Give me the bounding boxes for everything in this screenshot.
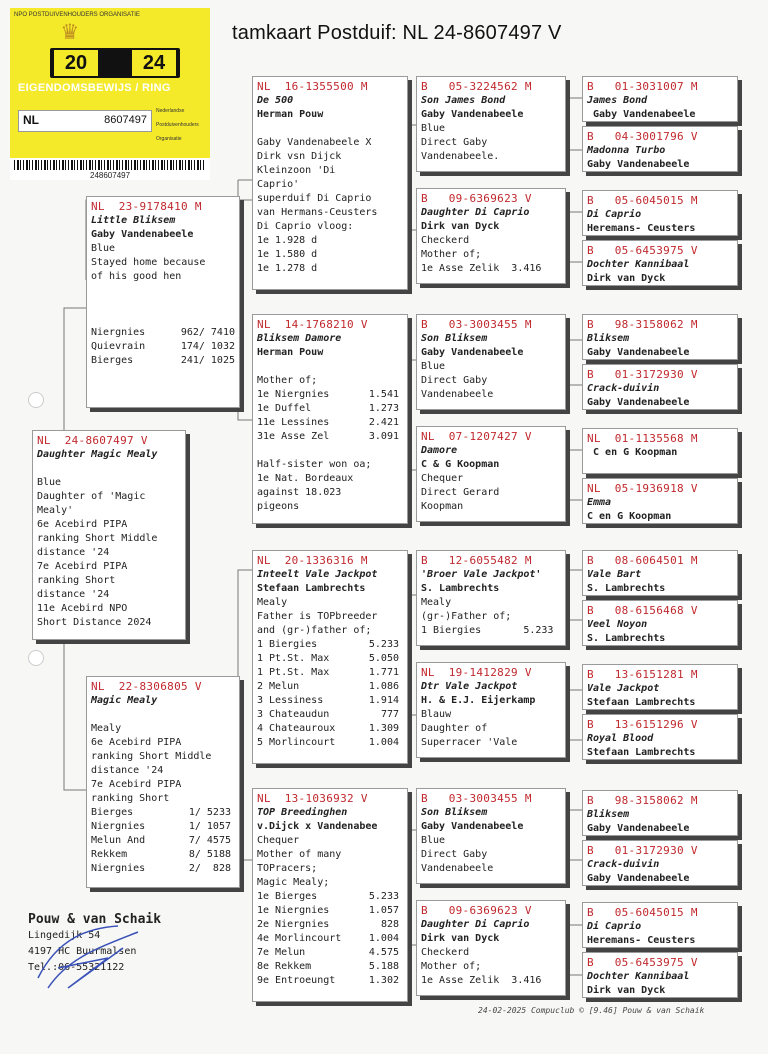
spacer [91,298,235,312]
ring-id: B 03-3003455 M [421,792,532,805]
breeder-name: Heremans- Ceusters [587,223,696,234]
ring-id: B 01-3031007 M [587,80,698,93]
result-row [257,722,399,736]
result-row [257,402,399,416]
race: 4e Morlincourt [257,933,342,944]
result-row [257,708,399,722]
placing: 4.575 [368,947,399,958]
race: 3 Lessiness [257,695,324,706]
great-great-grandparent-card[interactable] [582,600,738,646]
barcode-number: 248607497 [90,171,131,180]
placing: 962/ 7410 [180,327,235,338]
info-line: (gr-)Father of; [421,611,512,622]
ring-id: NL 20-1336316 M [257,554,368,567]
pigeon-name: Madonna Turbo [587,145,666,156]
result-row [257,890,399,904]
info-line [257,360,403,374]
info-line: Mealy [91,723,122,734]
pigeon-name: TOP Breedinghen [257,807,348,818]
breeder-name: C & G Koopman [421,459,500,470]
subject-card[interactable] [32,430,186,640]
breeder-name: Gaby Vandenabeele [587,397,690,408]
ring-id: NL 23-9178410 M [91,200,202,213]
pigeon-name: Dtr Vale Jackpot [421,681,518,692]
info-line: 1 Biergies 5.233 [421,625,554,636]
info-line: of his good hen [91,271,182,282]
breeder-name: Heremans- Ceusters [587,935,696,946]
father-card[interactable] [86,196,240,408]
info-line: Mother of; [257,375,318,386]
breeder-name: Dirk van Dyck [587,985,666,996]
info-line: Blue [37,477,62,488]
race: 2 Melun [257,681,300,692]
info-line: Gaby Vandenabeele X [257,137,372,148]
great-great-grandparent-card[interactable] [582,952,738,998]
race: Bierges [91,807,134,818]
info-line: ranking Short Middle [37,533,158,544]
placing: 1.086 [368,681,399,692]
pigeon-name: Crack-duivin [587,859,660,870]
grandparent-card[interactable] [252,314,408,524]
race: Niergnies [91,863,146,874]
placing: 5.233 [368,891,399,902]
ring-id: B 05-6453975 V [587,244,698,257]
ring-id: NL 19-1412829 V [421,666,532,679]
owner-phone: Tel.:06-55321122 [28,962,125,973]
placing: 5.188 [368,961,399,972]
info-line: Checkerd [421,947,470,958]
page-title: tamkaart Postduif: NL 24-8607497 V [232,22,562,44]
placing: 241/ 1025 [180,355,235,366]
ring-id: B 01-3172930 V [587,844,698,857]
info-line: Kleinzoon 'Di [257,165,336,176]
race: 4 Chateauroux [257,723,336,734]
placing: 2/ 828 [188,863,231,874]
info-line: van Hermans-Ceusters [257,207,378,218]
result-row [257,960,399,974]
pigeon-name: De 500 [257,95,294,106]
ring-id: NL 16-1355500 M [257,80,368,93]
race: 1 Biergies [257,639,318,650]
info-line: superduif Di Caprio [257,193,372,204]
race: Niergnies [91,327,146,338]
results-table [257,638,399,750]
result-row [257,736,399,750]
info-line: Mother of; [421,249,482,260]
race: 8e Rekkem [257,961,312,972]
info-line: Dirk vsn Dijck [257,151,342,162]
breeder-name: v.Dijck x Vandenabee [257,821,378,832]
great-great-grandparent-card[interactable] [582,478,738,524]
footer-text: 24-02-2025 Compuclub © [9.46] Pouw & van Schaik [478,1006,705,1015]
result-row [257,694,399,708]
info-line: Blue [91,243,116,254]
info-line: Checkerd [421,235,470,246]
ring-id: B 05-6045015 M [587,906,698,919]
info-line: 1e Asse Zelik 3.416 [421,975,542,986]
race: 31e Asse Zel [257,431,330,442]
placing: 1/ 1057 [188,821,231,832]
results-table [91,806,231,876]
breeder-name: S. Lambrechts [421,583,500,594]
info-line: TOPracers; [257,863,318,874]
info-line: Direct Gaby [421,849,488,860]
pigeon-name: Son Bliksem [421,333,488,344]
ring-id: B 03-3003455 M [421,318,532,331]
ring-id: NL 14-1768210 V [257,318,368,331]
pigeon-name: 'Broer Vale Jackpot' [421,569,542,580]
race: Rekkem [91,849,128,860]
ring-id: B 98-3158062 M [587,318,698,331]
placing: 1.273 [368,403,399,414]
placing: 1.004 [368,737,399,748]
info-line: Chequer [257,835,300,846]
breeder-name: S. Lambrechts [587,633,666,644]
result-line: 1e 1.580 d [257,249,318,260]
info-line: against 18.023 [257,487,342,498]
breeder-name: Stefaan Lambrechts [257,583,366,594]
ring-id: B 08-6156468 V [587,604,698,617]
race: Melun And [91,835,146,846]
breeder-name: Gaby Vandenabeele [421,347,524,358]
placing: 1.771 [368,667,399,678]
pigeon-name: Vale Bart [587,569,642,580]
placing: 5.050 [368,653,399,664]
pigeon-name: James Bond [587,95,648,106]
ring-id: B 13-6151281 M [587,668,698,681]
breeder-name: H. & E.J. Eijerkamp [421,695,536,706]
result-row [257,946,399,960]
race: Niergnies [91,821,146,832]
info-line: Caprio' [257,179,300,190]
grandparent-card[interactable] [252,76,408,290]
placing: 1.302 [368,975,399,986]
spacer [91,284,235,298]
info-line: Koopman [421,501,464,512]
placing: 7/ 4575 [188,835,231,846]
pigeon-name: Daughter Di Caprio [421,919,530,930]
breeder-name: Dirk van Dyck [421,221,500,232]
placing: 1/ 5233 [188,807,231,818]
ring-id: B 09-6369623 V [421,904,532,917]
result-row [91,848,231,862]
race: 9e Entroeungt [257,975,336,986]
info-line: Blue [421,835,446,846]
info-line: Magic Mealy; [257,877,330,888]
info-line: 6e Acebird PIPA [91,737,182,748]
info-line: Mother of many [257,849,342,860]
breeder-name: Gaby Vandenabeele [587,159,690,170]
signature-icon [28,918,148,998]
pigeon-name: Dochter Kannibaal [587,259,690,270]
ownership-label: EIGENDOMSBEWIJS / RING [18,82,171,94]
pigeon-name: Bliksem [587,809,630,820]
race: Quievrain [91,341,146,352]
mother-card[interactable] [86,676,240,888]
placing: 8/ 5188 [188,849,231,860]
great-great-grandparent-card[interactable] [582,550,738,596]
great-great-grandparent-card[interactable] [582,714,738,760]
breeder-name: Stefaan Lambrechts [587,747,696,758]
info-line: Stayed home because [91,257,206,268]
breeder-name: Gaby Vandenabeele [421,109,524,120]
result-row [257,638,399,652]
ring-card-header: NPO POSTDUIVENHOUDERS ORGANISATIE [14,12,140,18]
pigeon-name: Son James Bond [421,95,506,106]
ring-id: NL 05-1936918 V [587,482,698,495]
info-line [37,462,181,476]
great-grandparent-card[interactable] [416,426,566,522]
race: 2e Niergnies [257,919,330,930]
breeder-name: C en G Koopman [587,511,672,522]
race: 1e Niergnies [257,389,330,400]
pigeon-name: Inteelt Vale Jackpot [257,569,378,580]
breeder-name: Stefaan Lambrechts [587,697,696,708]
info-line: Vandenabeele [421,863,494,874]
race: 11e Lessines [257,417,330,428]
ring-id: B 01-3172930 V [587,368,698,381]
info-line: Blue [421,361,446,372]
placing: 2.421 [368,417,399,428]
placing: 1.541 [368,389,399,400]
npo-line: Postduivenhouders [156,122,199,128]
breeder-name: Dirk van Dyck [587,273,666,284]
grandparent-card[interactable] [252,788,408,1002]
ring-number: 8607497 [104,114,147,126]
pigeon-name: Di Caprio [587,921,642,932]
info-line: Direct Gaby [421,137,488,148]
npo-line: Organisatie [156,136,182,142]
placing: 1.057 [368,905,399,916]
great-grandparent-card[interactable] [416,188,566,284]
great-grandparent-card[interactable] [416,662,566,758]
great-grandparent-card[interactable] [416,76,566,172]
breeder-name: Gaby Vandenabeele [587,873,690,884]
breeder-name: Gaby Vandenabeele [587,823,690,834]
great-great-grandparent-card[interactable] [582,790,738,836]
ring-id: NL 24-8607497 V [37,434,148,447]
info-line: Blauw [421,709,452,720]
info-line [257,122,403,136]
info-line: and (gr-)father of; [257,625,372,636]
info-line: Direct Gaby [421,375,488,386]
info-line: Vandenabeele [421,389,494,400]
spacer [91,708,235,722]
race: 1e Duffel [257,403,312,414]
info-line: Chequer [421,473,464,484]
result-row [91,354,235,368]
result-row [257,680,399,694]
placing: 1.914 [368,695,399,706]
owner-name: Pouw & van Schaik [28,912,162,927]
year-right: 24 [132,50,176,76]
great-great-grandparent-card[interactable] [582,314,738,360]
great-great-grandparent-card[interactable] [582,76,738,122]
placing: 5.233 [368,639,399,650]
race: 3 Chateaudun [257,709,330,720]
pigeon-name: Crack-duivin [587,383,660,394]
result-row [257,904,399,918]
info-line: Di Caprio vloog: [257,221,354,232]
race: 1 Pt.St. Max [257,667,330,678]
result-row [257,388,399,402]
breeder-name: C en G Koopman [587,447,678,458]
great-great-grandparent-card[interactable] [582,240,738,286]
result-line: 1e 1.278 d [257,263,318,274]
breeder-name: Herman Pouw [257,347,324,358]
result-row [91,820,231,834]
info-line: ranking Short [91,793,170,804]
pigeon-name: Magic Mealy [91,695,158,706]
result-row [91,862,231,876]
ring-id: NL 07-1207427 V [421,430,532,443]
great-grandparent-card[interactable] [416,314,566,410]
year-left: 20 [54,50,98,76]
race: Bierges [91,355,134,366]
ring-id: B 09-6369623 V [421,192,532,205]
result-row [257,652,399,666]
race: 7e Melun [257,947,306,958]
pigeon-name: Daughter Magic Mealy [37,449,158,460]
great-grandparent-card[interactable] [416,550,566,646]
ring-id: NL 01-1135568 M [587,432,698,445]
great-great-grandparent-card[interactable] [582,664,738,710]
country-label: NL [23,113,39,127]
breeder-name: Herman Pouw [257,109,324,120]
info-line: 6e Acebird PIPA [37,519,128,530]
grandparent-card[interactable] [252,550,408,764]
info-line: 1e Asse Zelik 3.416 [421,263,542,274]
info-line: Short Distance 2024 [37,617,152,628]
placing: 777 [380,709,399,720]
info-line: ranking Short Middle [91,751,212,762]
info-line: Direct Gerard [421,487,500,498]
pigeon-name: Son Bliksem [421,807,488,818]
ring-id: B 04-3001796 V [587,130,698,143]
owner-address: Lingedijk 54 [28,930,101,941]
ring-id: B 13-6151296 V [587,718,698,731]
result-row [91,340,235,354]
info-line: Mealy [257,597,288,608]
result-row [91,326,235,340]
placing: 1.004 [368,933,399,944]
great-great-grandparent-card[interactable] [582,902,738,948]
race: 1 Pt.St. Max [257,653,330,664]
placing: 3.091 [368,431,399,442]
info-line: distance '24 [37,589,110,600]
breeder-name: Gaby Vandenabeele [421,821,524,832]
info-line: Vandenabeele. [421,151,500,162]
breeder-name: Gaby Vandenabeele [587,347,690,358]
ring-id: B 05-6045015 M [587,194,698,207]
owner-city: 4197 HC Buurmalsen [28,946,137,957]
result-row [257,666,399,680]
ring-id: B 05-6453975 V [587,956,698,969]
info-line: ranking Short [37,575,116,586]
spacer [91,312,235,326]
placing: 174/ 1032 [180,341,235,352]
info-line: Mother of; [421,961,482,972]
info-line: Half-sister won oa; [257,459,372,470]
info-line: Superracer 'Vale [421,737,518,748]
info-line: 11e Acebird NPO [37,603,128,614]
info-line: 1e Nat. Bordeaux [257,473,354,484]
info-line: 7e Acebird PIPA [37,561,128,572]
great-great-grandparent-card[interactable] [582,428,738,474]
result-row [257,416,399,430]
placing: 1.309 [368,723,399,734]
info-line: Mealy' [37,505,74,516]
placing: 828 [380,919,399,930]
info-line [257,444,403,458]
result-row [257,974,399,988]
npo-line: Nederlandse [156,108,185,114]
race: 1e Bierges [257,891,318,902]
ring-id: NL 13-1036932 V [257,792,368,805]
great-great-grandparent-card[interactable] [582,364,738,410]
info-line: Daughter of [421,723,488,734]
ring-id: B 08-6064501 M [587,554,698,567]
result-row [257,932,399,946]
great-grandparent-card[interactable] [416,788,566,884]
info-line: Daughter of 'Magic [37,491,146,502]
pigeon-name: Royal Blood [587,733,654,744]
results-table [257,890,399,988]
pigeon-name: Veel Noyon [587,619,648,630]
race: 1e Niergnies [257,905,330,916]
result-row [91,834,231,848]
pigeon-name: Little Bliksem [91,215,176,226]
info-line: Father is TOPbreeder [257,611,378,622]
results-table [91,326,235,368]
race: 5 Morlincourt [257,737,336,748]
info-line: pigeons [257,501,300,512]
breeder-name: Dirk van Dyck [421,933,500,944]
ring-id: NL 22-8306805 V [91,680,202,693]
great-great-grandparent-card[interactable] [582,190,738,236]
pigeon-name: Damore [421,445,458,456]
pigeon-name: Daughter Di Caprio [421,207,530,218]
result-line: 1e 1.928 d [257,235,318,246]
great-great-grandparent-card[interactable] [582,840,738,886]
crown-logo-icon: ♛ [62,16,78,46]
result-row [91,806,231,820]
pigeon-name: Emma [587,497,612,508]
info-line: distance '24 [37,547,110,558]
pigeon-name: Vale Jackpot [587,683,660,694]
info-line: 7e Acebird PIPA [91,779,182,790]
results-table [257,388,399,444]
result-row [257,430,399,444]
info-line: Mealy [421,597,452,608]
pigeon-name: Dochter Kannibaal [587,971,690,982]
pigeon-name: Di Caprio [587,209,642,220]
ring-id: B 98-3158062 M [587,794,698,807]
pigeon-name: Bliksem [587,333,630,344]
info-line: Blue [421,123,446,134]
ring-id: B 05-3224562 M [421,80,532,93]
breeder-name: S. Lambrechts [587,583,666,594]
ring-id: B 12-6055482 M [421,554,532,567]
info-line: distance '24 [91,765,164,776]
great-grandparent-card[interactable] [416,900,566,996]
breeder-name: Gaby Vandenabeele [587,109,696,120]
breeder-name: Gaby Vandenabeele [91,229,194,240]
result-row [257,918,399,932]
great-great-grandparent-card[interactable] [582,126,738,172]
pigeon-name: Bliksem Damore [257,333,342,344]
